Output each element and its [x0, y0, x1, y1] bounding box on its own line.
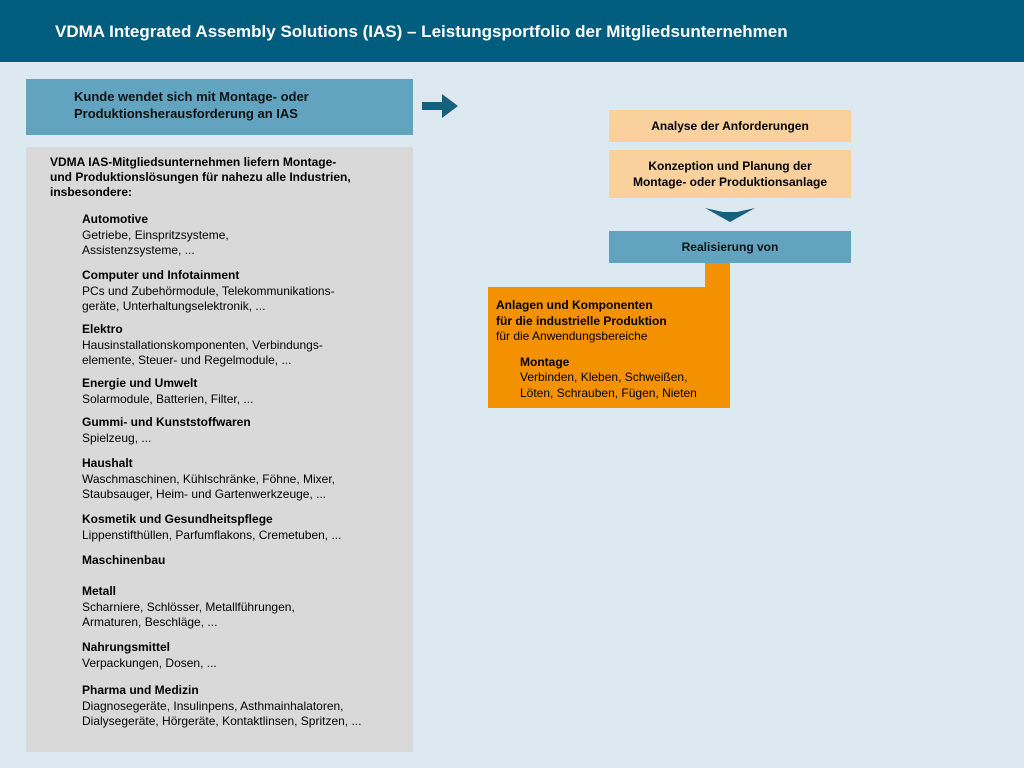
- category-kosmetik: [82, 512, 402, 543]
- page-title: VDMA Integrated Assembly Solutions (IAS) – Leistungsportfolio der Mitgliedsunternehmen: [55, 22, 788, 41]
- category-desc: Lippenstifthüllen, Parfumflakons, Cremetuben, ...: [82, 527, 342, 542]
- category-haushalt: [82, 456, 402, 503]
- category-title: Computer und Infotainment: [82, 268, 240, 282]
- category-desc: Verpackungen, Dosen, ...: [82, 655, 217, 670]
- category-gummi-kunststoff: [82, 415, 402, 446]
- category-pharma-medizin: [82, 683, 402, 730]
- category-computer-infotainment: [82, 268, 402, 315]
- category-desc: PCs und Zubehörmodule, Telekommunikations- geräte, Unterhaltungselektronik, ...: [82, 283, 335, 313]
- result-category-desc: Verbinden, Kleben, Schweißen, Löten, Schrauben, Fügen, Nieten: [520, 370, 697, 400]
- arrow-down-icon: [705, 206, 755, 224]
- result-box: [488, 287, 730, 408]
- category-title: Elektro: [82, 322, 123, 336]
- concept-planning-box: Konzeption und Planung der Montage- oder Produktionsanlage: [609, 150, 851, 198]
- requirements-analysis-box: Analyse der Anforderungen: [609, 110, 851, 142]
- arrow-right-icon: [422, 94, 458, 118]
- portfolio-intro: VDMA IAS-Mitgliedsunternehmen liefern Montage- und Produktionslösungen für nahezu alle Industrien, insbesondere:: [50, 155, 351, 199]
- category-desc: Solarmodule, Batterien, Filter, ...: [82, 391, 254, 406]
- category-title: Metall: [82, 584, 117, 598]
- category-elektro: [82, 322, 402, 369]
- category-title: Gummi- und Kunststoffwaren: [82, 415, 251, 429]
- category-desc: Diagnosegeräte, Insulinpens, Asthmainhalatoren, Dialysegeräte, Hörgeräte, Kontaktlinsen, Spritzen, ...: [82, 698, 362, 728]
- header-bar: [0, 0, 1024, 62]
- category-desc: Scharniere, Schlösser, Metallführungen, Armaturen, Beschläge, ...: [82, 599, 295, 629]
- category-automotive: [82, 212, 402, 259]
- category-desc: Hausinstallationskomponenten, Verbindungs- elemente, Steuer- und Regelmodule, ...: [82, 337, 323, 367]
- category-maschinenbau: [82, 553, 402, 569]
- category-energie-umwelt: [82, 376, 402, 407]
- category-desc: Getriebe, Einspritzsysteme, Assistenzsysteme, ...: [82, 227, 229, 257]
- customer-request-box: Kunde wendet sich mit Montage- oder Produktionsherausforderung an IAS: [26, 79, 413, 135]
- member-portfolio-panel: [26, 147, 413, 752]
- category-metall: [82, 584, 402, 631]
- result-category: [520, 355, 730, 402]
- category-title: Pharma und Medizin: [82, 683, 199, 697]
- result-subtitle: für die Anwendungsbereiche: [496, 329, 648, 343]
- category-title: Energie und Umwelt: [82, 376, 198, 390]
- category-title: Maschinenbau: [82, 553, 166, 567]
- category-title: Haushalt: [82, 456, 133, 470]
- category-desc: Spielzeug, ...: [82, 430, 152, 445]
- category-desc: Waschmaschinen, Kühlschränke, Föhne, Mixer, Staubsauger, Heim- und Gartenwerkzeuge, ...: [82, 471, 336, 501]
- realization-box: Realisierung von: [609, 231, 851, 263]
- connector-bar: [705, 263, 730, 288]
- category-title: Kosmetik und Gesundheitspflege: [82, 512, 273, 526]
- category-title: Automotive: [82, 212, 148, 226]
- category-title: Nahrungsmittel: [82, 640, 171, 654]
- result-title: Anlagen und Komponenten für die industrielle Produktion: [496, 298, 667, 328]
- category-nahrungsmittel: [82, 640, 402, 671]
- result-category-title: Montage: [520, 354, 570, 369]
